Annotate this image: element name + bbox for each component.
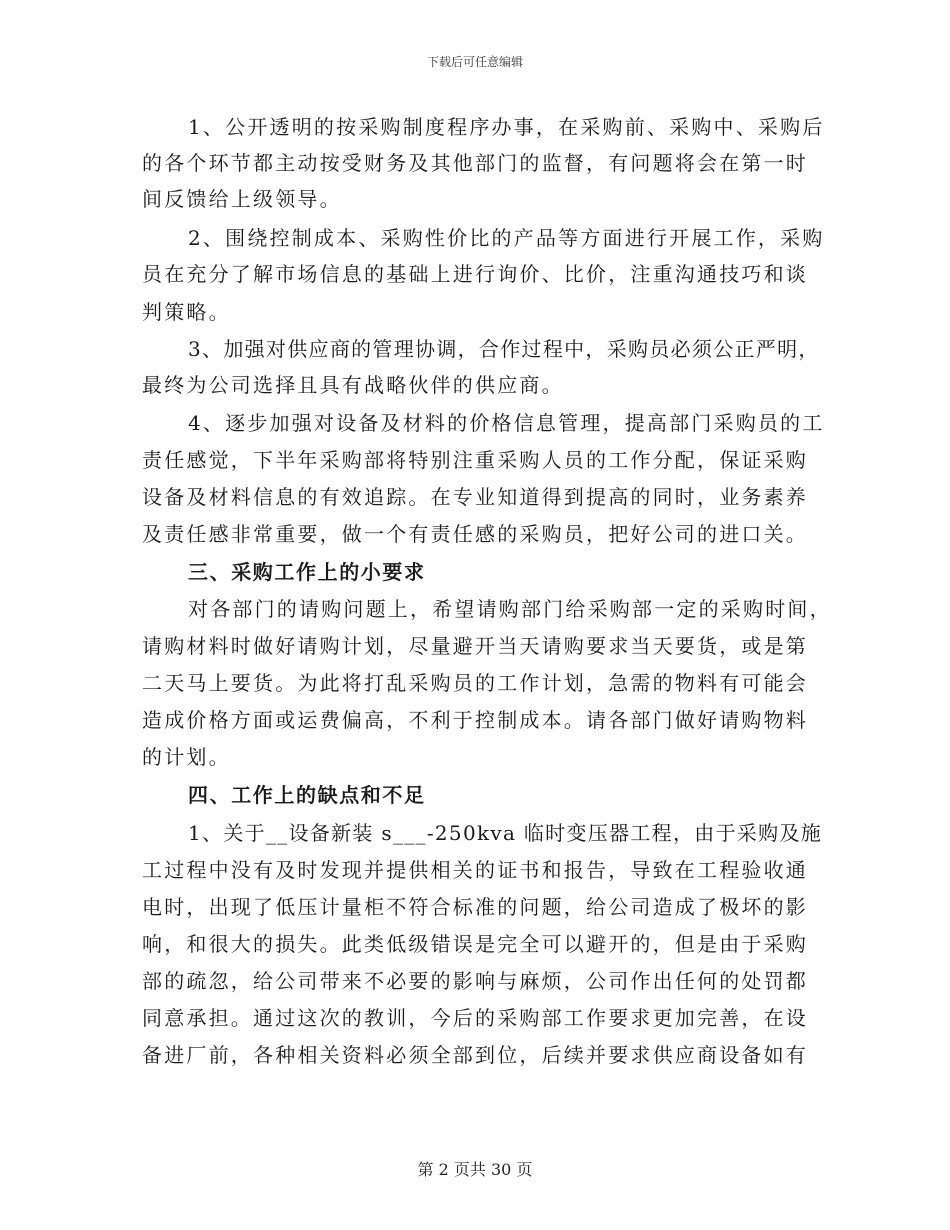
text-line: 的计划。 [142, 745, 231, 769]
text-line: 最终为公司选择且具有战略伙伴的供应商。 [142, 373, 564, 397]
page-footer: 第 2 页共 30 页 [417, 1160, 533, 1179]
text-line: 责任感觉，下半年采购部将特别注重采购人员的工作分配，保证采购 [142, 448, 808, 472]
text-line: 2、围绕控制成本、采购性价比的产品等方面进行开展工作，采购 [188, 226, 825, 250]
text-line: 响，和很大的损失。此类低级错误是完全可以避开的，但是由于采购 [142, 932, 808, 956]
text-line: 间反馈给上级领导。 [142, 187, 342, 211]
text-line: 同意承担。通过这次的教训，今后的采购部工作要求更加完善，在设 [142, 1006, 808, 1030]
section-heading: 四、工作上的缺点和不足 [188, 783, 426, 807]
section-heading: 三、采购工作上的小要求 [188, 560, 426, 584]
text-line: 员在充分了解市场信息的基础上进行询价、比价，注重沟通技巧和谈 [142, 262, 808, 286]
text-line: 1、公开透明的按采购制度程序办事，在采购前、采购中、采购后 [188, 115, 825, 139]
text-line: 对各部门的请购问题上，希望请购部门给采购部一定的采购时间， [188, 597, 832, 621]
text-line: 的各个环节都主动按受财务及其他部门的监督，有问题将会在第一时 [142, 151, 808, 175]
text-line: 4、逐步加强对设备及材料的价格信息管理，提高部门采购员的工 [188, 411, 825, 435]
text-line: 设备及材料信息的有效追踪。在专业知道得到提高的同时，业务素养 [142, 485, 808, 509]
text-line: 及责任感非常重要，做一个有责任感的采购员，把好公司的进口关。 [142, 522, 808, 546]
text-line: 造成价格方面或运费偏高，不利于控制成本。请各部门做好请购物料 [142, 708, 808, 732]
text-line: 二天马上要货。为此将打乱采购员的工作计划，急需的物料有可能会 [142, 671, 808, 695]
text-line: 1、关于__设备新装 s___-250kva 临时变压器工程，由于采购及施 [188, 821, 823, 845]
text-line: 判策略。 [142, 300, 231, 324]
text-line: 部的疏忽，给公司带来不必要的影响与麻烦，公司作出任何的处罚都 [142, 969, 808, 993]
text-line: 电时，出现了低压计量柜不符合标准的问题，给公司造成了极坏的影 [142, 895, 808, 919]
text-line: 请购材料时做好请购计划，尽量避开当天请购要求当天要货，或是第 [142, 634, 808, 658]
text-line: 备进厂前，各种相关资料必须全部到位，后续并要求供应商设备如有 [142, 1043, 808, 1067]
page-header: 下载后可任意编辑 [426, 55, 523, 69]
text-line: 工过程中没有及时发现并提供相关的证书和报告，导致在工程验收通 [142, 858, 808, 882]
text-line: 3、加强对供应商的管理协调，合作过程中，采购员必须公正严明， [188, 337, 820, 361]
